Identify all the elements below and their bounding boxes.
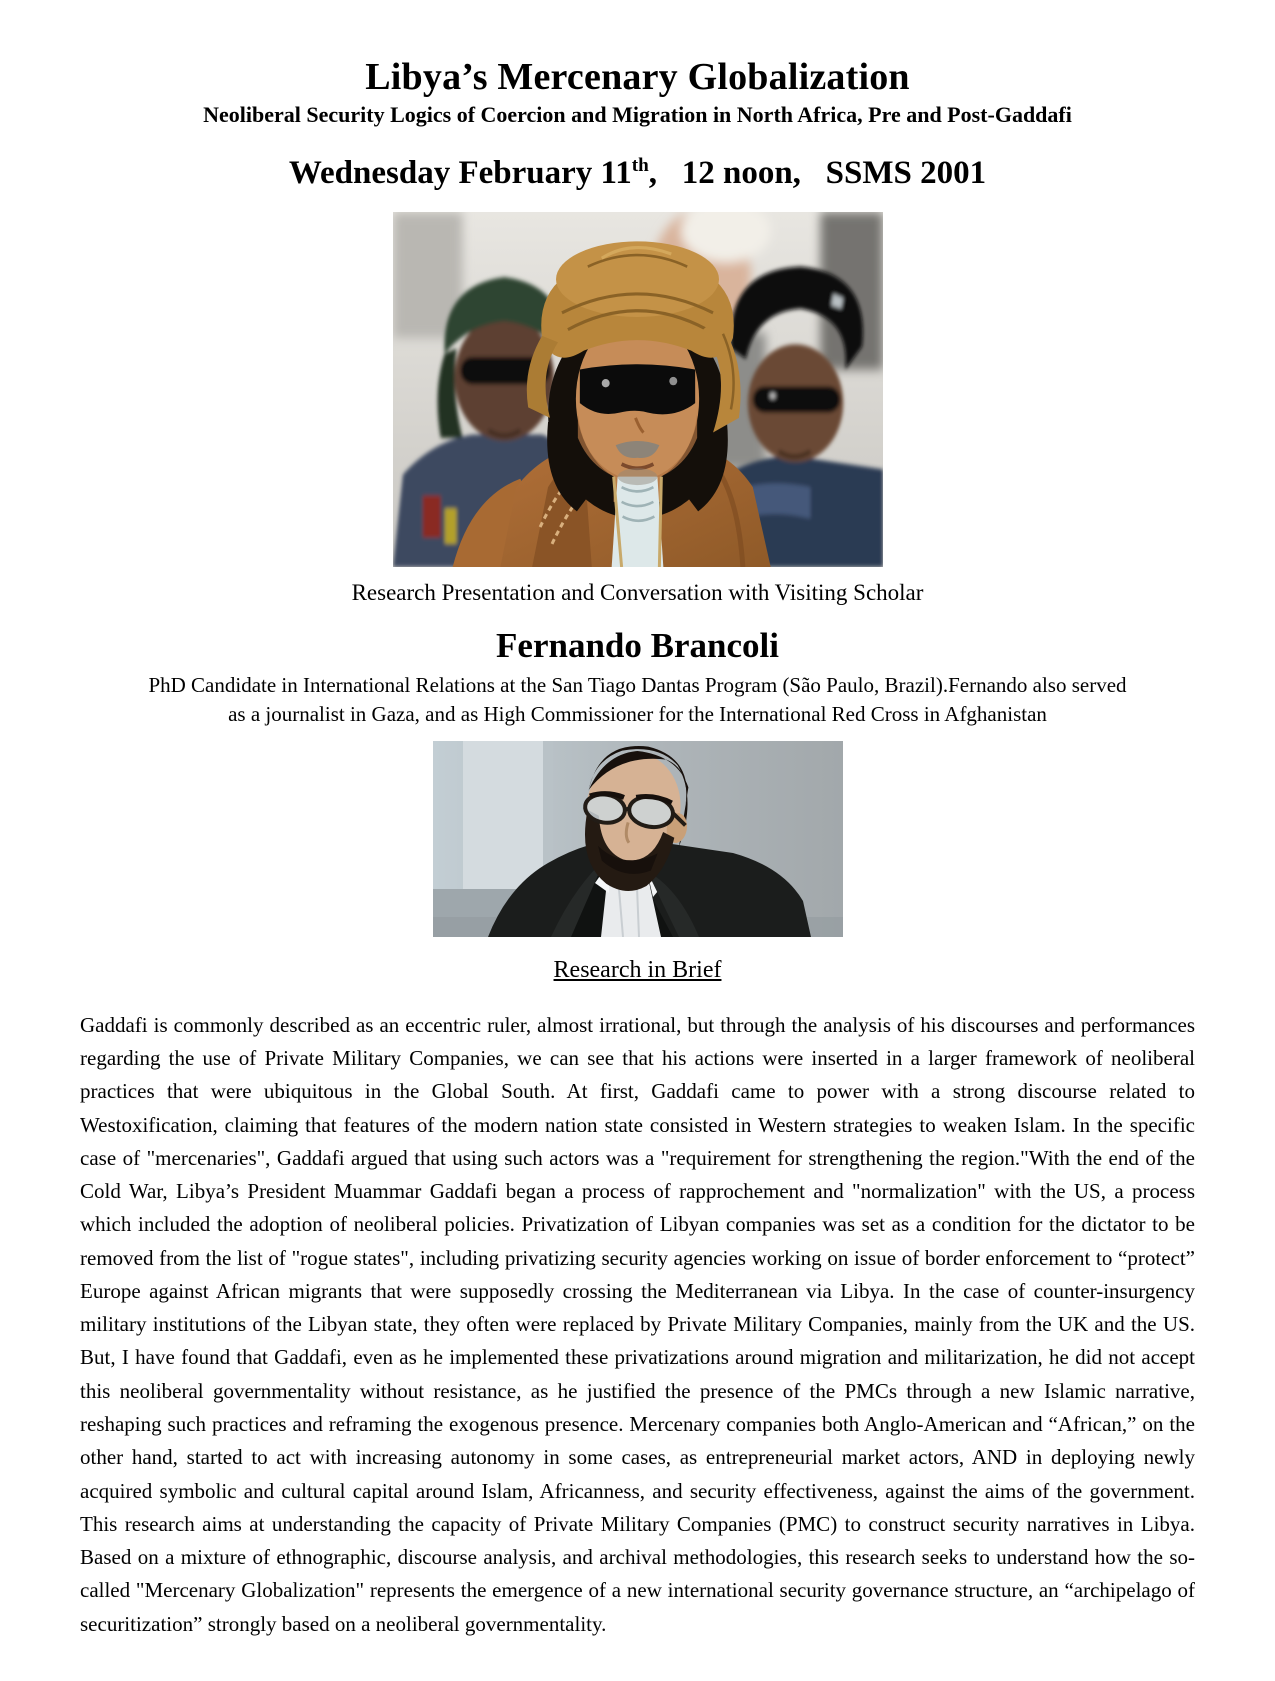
speaker-name: Fernando Brancoli bbox=[496, 626, 779, 666]
gaddafi-photo-illustration bbox=[393, 212, 883, 567]
speaker-photo bbox=[80, 741, 1195, 937]
speaker-photo-illustration bbox=[433, 741, 843, 937]
event-date: Wednesday February 11 bbox=[288, 154, 632, 191]
page-title: Libya’s Mercenary Globalization bbox=[365, 56, 910, 98]
speaker-bio bbox=[80, 671, 1195, 729]
page-subtitle: Neoliberal Security Logics of Coercion and Migration in North Africa, Pre and Post-Gaddafi bbox=[203, 101, 1072, 127]
speaker-bio-line2: as a journalist in Gaza, and as High Commissioner for the International Red Cross in Afghanistan bbox=[228, 701, 1047, 726]
section-heading: Research in Brief bbox=[553, 956, 722, 983]
event-time-location: , 12 noon, SSMS 2001 bbox=[648, 154, 987, 191]
event-date-ordinal: th bbox=[631, 154, 649, 176]
speaker-bio-line1: PhD Candidate in International Relations at the San Tiago Dantas Program (São Paulo, Brazil).Fernando also served bbox=[148, 672, 1127, 697]
research-brief-text: Gaddafi is commonly described as an eccentric ruler, almost irrational, but through the analysis of his discourses and performances regarding the use of Private Military Companies, we can see that his actions were inserted in a larger framework of neoliberal practices that were ubiquitous in the Global South. At first, Gaddafi came to power with a strong discourse related to Westoxification, claiming that features of the modern nation state consisted in Western strategies to weaken Islam. In the specific case of "mercenaries", Gaddafi argued that using such actors was a "requirement for strengthening the region."With the end of the Cold War, Libya’s President Muammar Gaddafi began a process of rapprochement and "normalization" with the US, a process which included the adoption of neoliberal policies. Privatization of Libyan companies was set as a condition for the dictator to be removed from the list of "rogue states", including privatizing security agencies working on issue of border enforcement to “protect” Europe against African migrants that were supposedly crossing the Mediterranean via Libya. In the case of counter-insurgency military institutions of the Libyan state, they often were replaced by Private Military Companies, mainly from the UK and the US. But, I have found that Gaddafi, even as he implemented these privatizations around migration and militarization, he did not accept this neoliberal governmentality without resistance, as he justified the presence of the PMCs through a new Islamic narrative, reshaping such practices and reframing the exogenous presence. Mercenary companies both Anglo-American and “African,” on the other hand, started to act with increasing autonomy in some cases, as entrepreneurial market actors, AND in deploying newly acquired symbolic and cultural capital around Islam, Africanness, and security effectiveness, against the aims of the government. This research aims at understanding the capacity of Private Military Companies (PMC) to construct security narratives in Libya. Based on a mixture of ethnographic, discourse analysis, and archival methodologies, this research seeks to understand how the so-called "Mercenary Globalization" represents the emergence of a new international security governance structure, an “archipelago of securitization” strongly based on a neoliberal governmentality. bbox=[80, 1012, 1195, 1636]
event-dateline bbox=[80, 155, 1195, 191]
photo-caption: Research Presentation and Conversation with Visiting Scholar bbox=[351, 580, 924, 606]
gaddafi-photo bbox=[80, 212, 1195, 567]
